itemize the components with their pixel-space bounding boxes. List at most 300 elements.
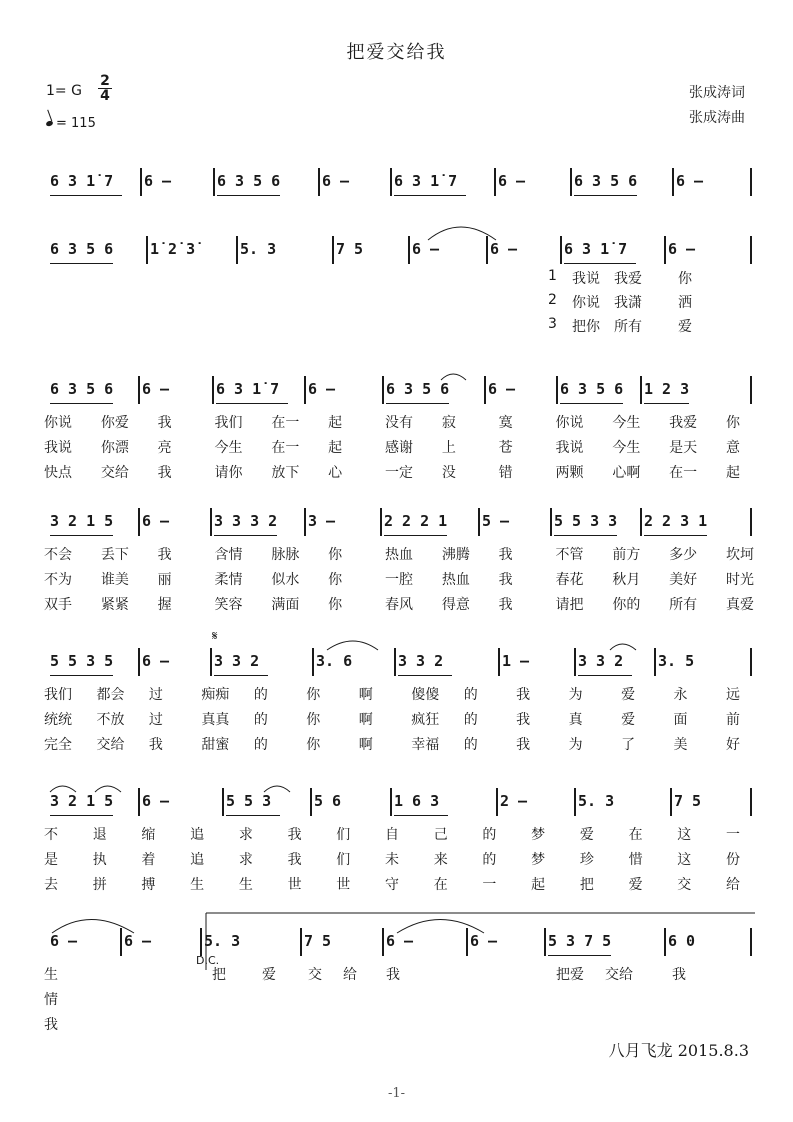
lyric-word: 过 bbox=[148, 687, 163, 703]
bar-line bbox=[750, 168, 752, 196]
lyric-word: 你漂 bbox=[100, 440, 129, 456]
measure: 6 – bbox=[470, 932, 498, 950]
measure: 6 – bbox=[498, 172, 526, 190]
measure: 2 2 2 1 bbox=[384, 512, 448, 530]
beam-underline bbox=[50, 195, 122, 196]
lyric-word: 快点 bbox=[44, 465, 72, 481]
lyric-word: 追 bbox=[190, 852, 205, 868]
measure: 3 3 2 bbox=[578, 652, 624, 670]
lyric-word: 你 bbox=[328, 597, 343, 613]
lyric-line bbox=[0, 594, 793, 616]
lyric-word: 自 bbox=[385, 827, 399, 843]
lyric-word: 我爱 bbox=[614, 271, 642, 287]
measure: 6 3 5 6 bbox=[386, 380, 450, 398]
tie-slur bbox=[397, 920, 484, 934]
bar-line bbox=[672, 168, 674, 196]
bar-line bbox=[200, 928, 202, 956]
notation-row bbox=[0, 652, 793, 678]
bar-line bbox=[664, 236, 666, 264]
beam-underline bbox=[398, 675, 452, 676]
lyric-word: 搏 bbox=[141, 877, 156, 893]
lyric-word: 热血 bbox=[385, 547, 413, 563]
lyric-word: 己 bbox=[433, 827, 448, 843]
measure: 2 2 3 1 bbox=[644, 512, 708, 530]
lyric-word: 我 bbox=[498, 572, 513, 588]
measure: 2 – bbox=[500, 792, 528, 810]
bar-line bbox=[138, 788, 140, 816]
bar-line bbox=[140, 168, 142, 196]
lyric-word: 追 bbox=[190, 827, 205, 843]
lyric-word: 寂 bbox=[441, 415, 456, 431]
notation-row bbox=[0, 240, 793, 266]
measure: 6 3 1̇ 7 bbox=[564, 240, 628, 258]
lyric-line bbox=[0, 874, 793, 896]
bar-line bbox=[466, 928, 468, 956]
measure: 6 – bbox=[144, 172, 172, 190]
lyric-word: 似水 bbox=[271, 572, 300, 588]
lyric-word: 我们 bbox=[214, 415, 243, 431]
lyric-word: 啊 bbox=[358, 687, 373, 703]
bar-line bbox=[640, 376, 642, 404]
lyric-word: 前方 bbox=[612, 547, 641, 563]
bar-line bbox=[304, 376, 306, 404]
lyric-line bbox=[0, 849, 793, 871]
measure: 5 3 7 5 bbox=[548, 932, 612, 950]
lyric-line bbox=[0, 734, 793, 756]
bar-line bbox=[138, 508, 140, 536]
lyric-word: 坎坷 bbox=[726, 547, 754, 563]
lyric-word: 缩 bbox=[141, 827, 156, 843]
lyric-word: 秋月 bbox=[612, 572, 641, 588]
lyric-word: 两颗 bbox=[555, 465, 584, 481]
bar-line bbox=[138, 648, 140, 676]
lyric-word: 在一 bbox=[669, 465, 698, 481]
lyric-word: 没有 bbox=[385, 415, 413, 431]
beam-underline bbox=[578, 675, 632, 676]
beam-underline bbox=[394, 815, 448, 816]
lyric-word: 幸福 bbox=[411, 737, 440, 753]
lyric-word: 远 bbox=[726, 687, 740, 703]
lyric-word: 感谢 bbox=[385, 440, 413, 456]
lyric-word: 上 bbox=[441, 440, 456, 456]
lyric-word: 含情 bbox=[214, 547, 243, 563]
measure: 6 – bbox=[308, 380, 336, 398]
bar-line bbox=[394, 648, 396, 676]
beam-underline bbox=[644, 535, 707, 536]
lyric-word: 面 bbox=[673, 712, 688, 728]
measure: 5 6 bbox=[314, 792, 342, 810]
lyric-word: 所有 bbox=[669, 597, 698, 613]
lyric-word: 谁美 bbox=[100, 572, 129, 588]
lyric-word: 我 bbox=[157, 547, 172, 563]
lyric-word: 我们 bbox=[44, 687, 72, 703]
lyric-word: 情 bbox=[44, 992, 58, 1008]
lyric-word: 的 bbox=[253, 687, 268, 703]
lyric-word: 交给 bbox=[96, 737, 125, 753]
measure: 6 3 5 6 bbox=[560, 380, 624, 398]
measure: 5. 3 bbox=[240, 240, 277, 258]
bar-line bbox=[382, 376, 384, 404]
notation-row bbox=[0, 932, 793, 958]
lyric-word: 们 bbox=[336, 827, 351, 843]
lyric-word: 们 bbox=[336, 852, 351, 868]
lyric-word: 未 bbox=[385, 852, 399, 868]
measure: 6 3 5 6 bbox=[217, 172, 281, 190]
lyric-word: 一腔 bbox=[385, 572, 413, 588]
measure: 5 5 3 bbox=[226, 792, 272, 810]
lyric-word: 守 bbox=[385, 877, 399, 893]
lyric-word: 好 bbox=[726, 737, 740, 753]
bar-line bbox=[496, 788, 498, 816]
measure: 3 3 2 bbox=[398, 652, 444, 670]
lyric-word: 我说 bbox=[572, 271, 600, 287]
lyric-word: 起 bbox=[726, 465, 740, 481]
lyric-word: 起 bbox=[328, 440, 343, 456]
measure: 7 5 bbox=[674, 792, 702, 810]
bar-line bbox=[222, 788, 224, 816]
lyric-word: 紧紧 bbox=[100, 597, 129, 613]
lyric-word: 我 bbox=[516, 687, 531, 703]
lyric-word: 我 bbox=[157, 415, 172, 431]
bar-line bbox=[212, 376, 214, 404]
lyric-word: 过 bbox=[148, 712, 163, 728]
lyric-word: 的 bbox=[463, 712, 478, 728]
bar-line bbox=[570, 168, 572, 196]
beam-underline bbox=[574, 195, 637, 196]
bar-line bbox=[654, 648, 656, 676]
lyric-word: 洒 bbox=[678, 295, 692, 311]
lyric-word: 你 bbox=[306, 737, 321, 753]
lyric-word: 求 bbox=[238, 827, 253, 843]
lyric-word: 放下 bbox=[271, 465, 300, 481]
lyric-word: 不 bbox=[44, 827, 58, 843]
measure: 6 – bbox=[322, 172, 350, 190]
lyric-line bbox=[0, 569, 793, 591]
bar-line bbox=[484, 376, 486, 404]
lyric-word: 生 bbox=[238, 877, 253, 893]
measure: 3 3 2 bbox=[214, 652, 260, 670]
bar-line bbox=[556, 376, 558, 404]
measure: 3 – bbox=[308, 512, 336, 530]
measure: 6 – bbox=[488, 380, 516, 398]
measure: 5. 3 bbox=[578, 792, 615, 810]
lyric-word: 多少 bbox=[669, 547, 698, 563]
key-signature: 1= G bbox=[46, 83, 82, 99]
lyric-word: 双手 bbox=[44, 597, 72, 613]
lyric-word: 交给 bbox=[605, 967, 633, 983]
bar-line bbox=[478, 508, 480, 536]
lyric-word: 的 bbox=[482, 827, 497, 843]
bar-line bbox=[574, 648, 576, 676]
lyric-word: 的 bbox=[253, 712, 268, 728]
lyric-word: 起 bbox=[531, 877, 546, 893]
measure: 5 – bbox=[482, 512, 510, 530]
lyric-word: 请你 bbox=[214, 465, 243, 481]
bar-line bbox=[380, 508, 382, 536]
tempo-marking bbox=[46, 116, 96, 131]
lyric-word: 美好 bbox=[669, 572, 698, 588]
lyric-word: 我 bbox=[516, 737, 531, 753]
lyric-line bbox=[0, 544, 793, 566]
measure: 5 5 3 5 bbox=[50, 652, 114, 670]
bar-line bbox=[300, 928, 302, 956]
lyric-word: 退 bbox=[92, 827, 107, 843]
lyric-word: 请把 bbox=[555, 597, 584, 613]
lyric-word: 美 bbox=[673, 737, 688, 753]
bar-line bbox=[494, 168, 496, 196]
lyric-word: 交给 bbox=[100, 465, 129, 481]
bar-line bbox=[670, 788, 672, 816]
lyric-word: 心啊 bbox=[612, 465, 641, 481]
lyric-word: 是天 bbox=[669, 440, 698, 456]
lyric-word: 你 bbox=[328, 572, 343, 588]
page-number: -1- bbox=[387, 1086, 406, 1101]
measure: 6 3 1̇ 7 bbox=[216, 380, 280, 398]
lyric-word: 的 bbox=[463, 687, 478, 703]
lyric-word: 我爱 bbox=[669, 415, 698, 431]
lyric-word: 热血 bbox=[441, 572, 470, 588]
bar-line bbox=[750, 788, 752, 816]
lyric-word: 的 bbox=[482, 852, 497, 868]
measure: 6 – bbox=[142, 792, 170, 810]
measure: 5. 3 bbox=[204, 932, 241, 950]
lyric-word: 你爱 bbox=[100, 415, 129, 431]
bar-line bbox=[498, 648, 500, 676]
lyric-word: 你 bbox=[328, 547, 343, 563]
lyric-word: 我 bbox=[498, 547, 513, 563]
lyric-word: 你 bbox=[726, 415, 740, 431]
measure: 6 – bbox=[142, 652, 170, 670]
lyricist-credit: 张成涛词 bbox=[689, 85, 745, 101]
lyric-word: 你说 bbox=[572, 295, 600, 311]
bar-line bbox=[750, 508, 752, 536]
tempo-value: = 115 bbox=[56, 116, 96, 131]
measure: 3 3 3 2 bbox=[214, 512, 278, 530]
lyric-word: 所有 bbox=[614, 319, 642, 335]
lyric-word: 把 bbox=[579, 877, 594, 893]
beam-underline bbox=[548, 955, 611, 956]
measure: 1 6 3 bbox=[394, 792, 440, 810]
lyric-word: 我 bbox=[287, 852, 302, 868]
lyric-word: 一 bbox=[482, 877, 497, 893]
bar-line bbox=[210, 648, 212, 676]
bar-line bbox=[138, 376, 140, 404]
lyric-word: 给 bbox=[343, 967, 357, 983]
lyric-word: 在 bbox=[433, 877, 448, 893]
lyric-word: 这 bbox=[677, 827, 692, 843]
lyric-line bbox=[0, 412, 793, 434]
lyric-word: 拼 bbox=[92, 877, 107, 893]
measure: 5 5 3 3 bbox=[554, 512, 618, 530]
lyric-word: 我 bbox=[498, 597, 513, 613]
bar-line bbox=[332, 236, 334, 264]
tie-slur bbox=[610, 644, 636, 650]
lyric-line bbox=[0, 709, 793, 731]
beam-underline bbox=[386, 403, 449, 404]
measure: 6 – bbox=[668, 240, 696, 258]
bar-line bbox=[390, 788, 392, 816]
lyric-word: 爱 bbox=[621, 712, 636, 728]
bar-line bbox=[382, 928, 384, 956]
bar-line bbox=[560, 236, 562, 264]
tie-slur bbox=[52, 920, 134, 934]
lyric-word: 我 bbox=[157, 465, 172, 481]
lyric-word: 生 bbox=[44, 967, 58, 983]
measure: 6 3 1̇ 7 bbox=[394, 172, 458, 190]
lyric-word: 今生 bbox=[214, 440, 243, 456]
lyric-word: 丽 bbox=[157, 572, 172, 588]
lyric-word: 你 bbox=[678, 271, 692, 287]
beam-underline bbox=[50, 535, 113, 536]
measure: 6 – bbox=[490, 240, 518, 258]
notation-row bbox=[0, 380, 793, 406]
measure: 6 – bbox=[124, 932, 152, 950]
lyric-word: 疯狂 bbox=[411, 712, 440, 728]
beam-underline bbox=[216, 403, 288, 404]
measure: 6 3 5 6 bbox=[50, 380, 114, 398]
beam-underline bbox=[564, 263, 636, 264]
bar-line bbox=[750, 648, 752, 676]
lyric-word: 起 bbox=[328, 415, 343, 431]
lyric-word: 我 bbox=[148, 737, 163, 753]
bar-line bbox=[120, 928, 122, 956]
lyric-line bbox=[0, 437, 793, 459]
notation-row bbox=[0, 792, 793, 818]
beam-underline bbox=[214, 535, 277, 536]
lyric-word: 爱 bbox=[262, 967, 276, 983]
beam-underline bbox=[217, 195, 280, 196]
lyric-word: 求 bbox=[238, 852, 253, 868]
bar-line bbox=[390, 168, 392, 196]
bar-line bbox=[210, 508, 212, 536]
lyric-word: 啊 bbox=[358, 737, 373, 753]
beam-underline bbox=[554, 535, 617, 536]
quarter-note-icon bbox=[45, 120, 53, 127]
lyric-word: 沸腾 bbox=[441, 547, 470, 563]
lyric-word: 心 bbox=[328, 465, 343, 481]
beam-underline bbox=[560, 403, 623, 404]
bar-line bbox=[146, 236, 148, 264]
beam-underline bbox=[50, 263, 113, 264]
lyric-word: 一定 bbox=[385, 465, 413, 481]
lyric-word: 惜 bbox=[628, 852, 643, 868]
measure: 6 0 bbox=[668, 932, 696, 950]
lyric-word: 爱 bbox=[628, 877, 643, 893]
bar-line bbox=[750, 928, 752, 956]
lyric-word: 满面 bbox=[271, 597, 300, 613]
lyric-line bbox=[0, 989, 793, 1011]
verse-number: 1 bbox=[548, 268, 557, 284]
measure: 1̇ 2̇ 3̇ bbox=[150, 240, 196, 258]
measure: 6 – bbox=[142, 512, 170, 530]
lyric-word: 世 bbox=[287, 877, 302, 893]
lyric-word: 你说 bbox=[44, 415, 72, 431]
lyric-line bbox=[0, 684, 793, 706]
lyric-word: 爱 bbox=[621, 687, 636, 703]
verse-line bbox=[0, 316, 793, 338]
lyric-word: 着 bbox=[141, 852, 156, 868]
measure: 6 3 5 6 bbox=[50, 240, 114, 258]
verse-number: 2 bbox=[548, 292, 557, 308]
lyric-word: 寞 bbox=[498, 415, 513, 431]
lyric-word: 春风 bbox=[385, 597, 413, 613]
lyric-word: 今生 bbox=[612, 440, 641, 456]
lyric-line bbox=[0, 964, 793, 986]
measure: 7 5 bbox=[336, 240, 364, 258]
lyric-word: 意 bbox=[726, 440, 740, 456]
measure: 6 – bbox=[676, 172, 704, 190]
lyric-line bbox=[0, 462, 793, 484]
measure: 3 2 1 5 bbox=[50, 512, 114, 530]
bar-line bbox=[312, 648, 314, 676]
lyric-word: 统统 bbox=[44, 712, 72, 728]
measure: 7 5 bbox=[304, 932, 332, 950]
lyric-word: 给 bbox=[726, 877, 740, 893]
measure: 3. 5 bbox=[658, 652, 695, 670]
lyric-word: 亮 bbox=[157, 440, 172, 456]
beam-underline bbox=[50, 403, 113, 404]
lyric-word: 傻傻 bbox=[411, 687, 440, 703]
notation-row bbox=[0, 512, 793, 538]
lyric-word: 执 bbox=[92, 852, 107, 868]
da-capo-marking: D.C. bbox=[196, 954, 220, 967]
lyric-word: 珍 bbox=[579, 852, 594, 868]
lyric-word: 在一 bbox=[271, 440, 300, 456]
lyric-word: 柔情 bbox=[214, 572, 243, 588]
lyric-word: 我 bbox=[386, 967, 400, 983]
measure: 6 – bbox=[412, 240, 440, 258]
lyric-word: 世 bbox=[336, 877, 351, 893]
measure: 3. 6 bbox=[316, 652, 353, 670]
lyric-word: 爱 bbox=[579, 827, 594, 843]
lyric-word: 把你 bbox=[572, 319, 600, 335]
lyric-word: 不会 bbox=[44, 547, 72, 563]
lyric-word: 春花 bbox=[555, 572, 584, 588]
lyric-line bbox=[0, 1014, 793, 1036]
verse-line bbox=[0, 292, 793, 314]
measure: 6 – bbox=[386, 932, 414, 950]
lyric-word: 这 bbox=[677, 852, 692, 868]
lyric-word: 不管 bbox=[555, 547, 584, 563]
lyric-word: 甜蜜 bbox=[201, 737, 230, 753]
lyric-word: 我潇 bbox=[614, 295, 642, 311]
lyric-word: 为 bbox=[568, 687, 583, 703]
lyric-word: 的 bbox=[463, 737, 478, 753]
lyric-word: 真真 bbox=[201, 712, 230, 728]
lyric-word: 把爱 bbox=[556, 967, 584, 983]
bar-line bbox=[213, 168, 215, 196]
lyric-word: 得意 bbox=[441, 597, 470, 613]
lyric-word: 我 bbox=[516, 712, 531, 728]
lyric-word: 梦 bbox=[531, 827, 546, 843]
lyric-word: 我说 bbox=[44, 440, 72, 456]
time-signature-bottom: 4 bbox=[100, 88, 110, 104]
segno-icon: 𝄋 bbox=[212, 629, 218, 644]
beam-underline bbox=[226, 815, 280, 816]
lyric-word: 把 bbox=[212, 967, 226, 983]
lyric-word: 爱 bbox=[678, 319, 692, 335]
lyric-word: 交 bbox=[677, 877, 692, 893]
verse-number: 3 bbox=[548, 316, 557, 332]
bar-line bbox=[304, 508, 306, 536]
measure: 1 2 3 bbox=[644, 380, 690, 398]
lyric-word: 的 bbox=[253, 737, 268, 753]
beam-underline bbox=[50, 675, 113, 676]
lyric-word: 没 bbox=[441, 465, 456, 481]
bar-line bbox=[318, 168, 320, 196]
lyric-word: 前 bbox=[726, 712, 740, 728]
measure: 1 – bbox=[502, 652, 530, 670]
